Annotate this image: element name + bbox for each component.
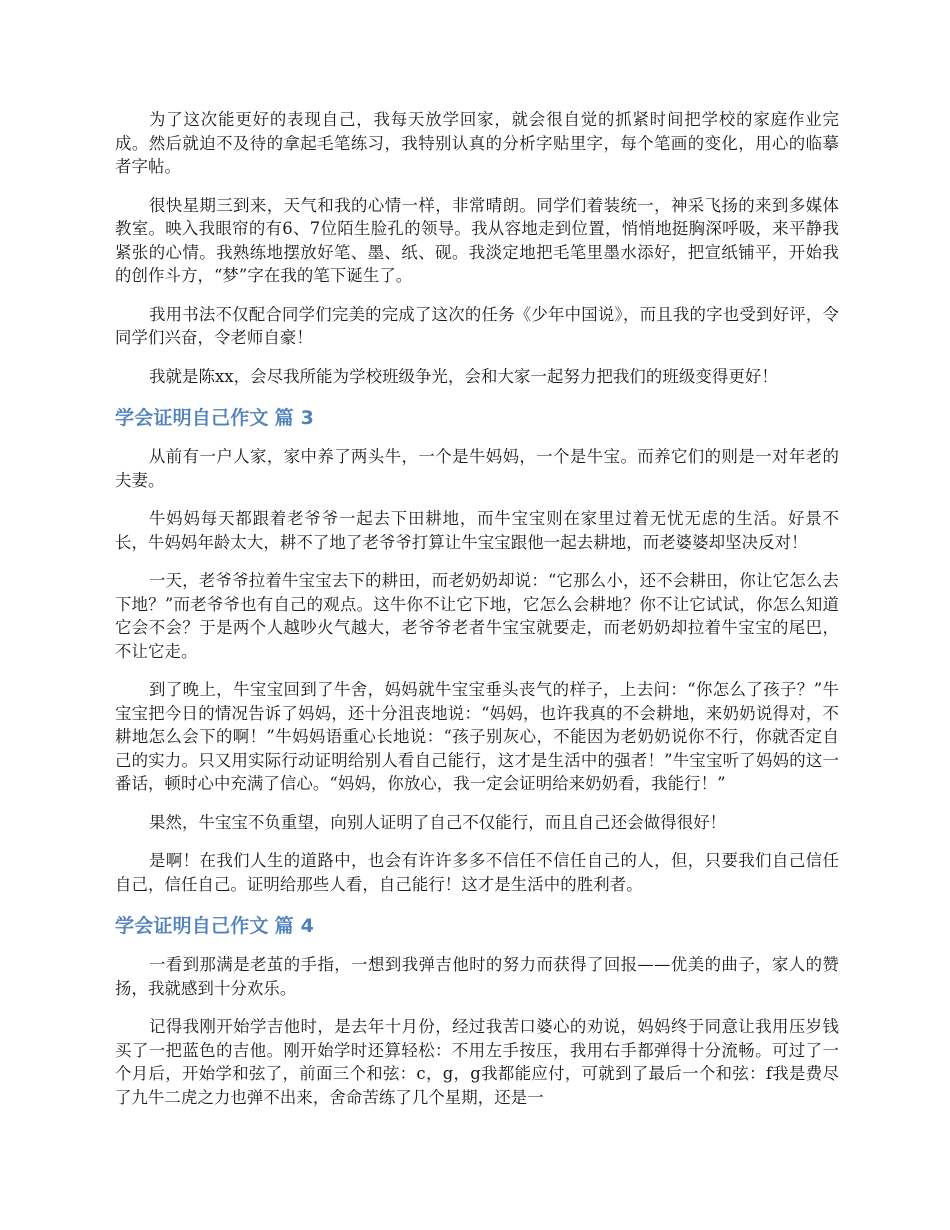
paragraph: 一天，老爷爷拉着牛宝宝去下的耕田，而老奶奶却说：“它那么小，还不会耕田，你让它怎么去下地？”而老爷爷也有自己的观点。这牛你不让它下地，它怎么会耕地？你不让它试试，你怎么知道它会不会？于是两个人越吵火气越大，老爷爷老者牛宝宝就要走，而老奶奶却拉着牛宝宝的尾巴，不让它走。 (115, 571, 839, 661)
paragraph: 为了这次能更好的表现自己，我每天放学回家，就会很自觉的抓紧时间把学校的家庭作业完成。然后就迫不及待的拿起毛笔练习，我特别认真的分析字贴里字，每个笔画的变化，用心的临摹者字帖。 (115, 110, 839, 176)
section-heading-3 (115, 404, 839, 432)
paragraph: 我用书法不仅配合同学们完美的完成了这次的任务《少年中国说》，而且我的字也受到好评，令同学们兴奋，令老师自豪！ (115, 304, 839, 347)
paragraph: 很快星期三到来，天气和我的心情一样，非常晴朗。同学们着装统一，神采飞扬的来到多媒体教室。映入我眼帘的有6、7位陌生脸孔的领导。我从容地走到位置，悄悄地挺胸深呼吸，来平静我紧张的心情。我熟练地摆放好笔、墨、纸、砚。我淡定地把毛笔里墨水添好，把宣纸铺平，开始我的创作斗方，“梦”字在我的笔下诞生了。 (115, 195, 839, 285)
section-heading-title: 学会证明自己作文 (115, 407, 269, 429)
section-heading-title: 学会证明自己作文 (115, 915, 269, 937)
paragraph: 一看到那满是老茧的手指，一想到我弹吉他时的努力而获得了回报——优美的曲子，家人的赞扬，我就感到十分欢乐。 (115, 955, 839, 998)
paragraph: 牛妈妈每天都跟着老爷爷一起去下田耕地，而牛宝宝则在家里过着无忧无虑的生活。好景不长，牛妈妈年龄太大，耕不了地了老爷爷打算让牛宝宝跟他一起去耕地，而老婆婆却坚决反对！ (115, 509, 839, 552)
section-heading-suffix: 篇 3 (274, 407, 315, 429)
paragraph: 是啊！在我们人生的道路中，也会有许许多多不信任不信任自己的人，但，只要我们自己信任自己，信任自己。证明给那些人看，自己能行！这才是生活中的胜利者。 (115, 851, 839, 894)
paragraph: 我就是陈xx，会尽我所能为学校班级争光，会和大家一起努力把我们的班级变得更好！ (149, 366, 778, 386)
paragraph: 果然，牛宝宝不负重望，向别人证明了自己不仅能行，而且自己还会做得很好！ (149, 812, 727, 832)
section-heading-4 (115, 912, 839, 940)
paragraph: 记得我刚开始学吉他时，是去年十月份，经过我苦口婆心的劝说，妈妈终于同意让我用压岁钱买了一把蓝色的吉他。刚开始学时还算轻松：不用左手按压，我用右手都弹得十分流畅。可过了一个月后，开始学和弦了，前面三个和弦：c，g，g我都能应付，可就到了最后一个和弦：f我是费尽了九牛二虎之力也弹不出来，舍命苦练了几个星期，还是一 (115, 1017, 839, 1107)
document-page (115, 108, 839, 1124)
paragraph: 到了晚上，牛宝宝回到了牛舍，妈妈就牛宝宝垂头丧气的样子，上去问：“你怎么了孩子？”牛宝宝把今日的情况告诉了妈妈，还十分沮丧地说：“妈妈，也许我真的不会耕地，来奶奶说得对，不耕地怎么会下的啊！”牛妈妈语重心长地说：“孩子别灰心，不能因为老奶奶说你不行，你就否定自己的实力。只又用实际行动证明给别人看自己能行，这才是生活中的强者！”牛宝宝听了妈妈的这一番话，顿时心中充满了信心。“妈妈，你放心，我一定会证明给来奶奶看，我能行！” (115, 680, 839, 793)
section-heading-suffix: 篇 4 (274, 915, 315, 937)
paragraph: 从前有一户人家，家中养了两头牛，一个是牛妈妈，一个是牛宝。而养它们的则是一对年老的夫妻。 (115, 447, 839, 490)
